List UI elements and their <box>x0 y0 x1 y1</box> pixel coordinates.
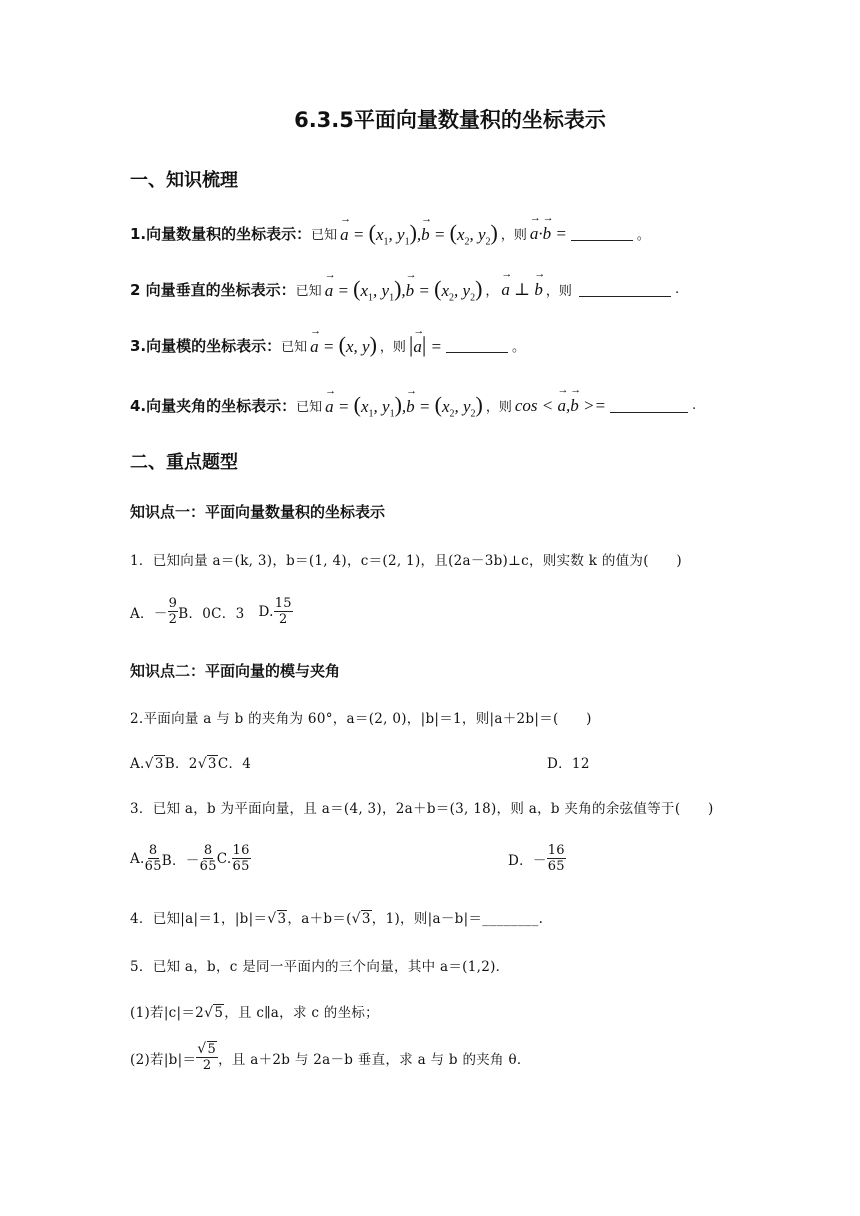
radicand: 3 <box>361 911 371 927</box>
denominator: 2 <box>279 612 288 627</box>
numerator: 16 <box>232 843 250 858</box>
question-2-options <box>130 752 590 772</box>
question-4 <box>130 907 543 927</box>
sqrt: √3 <box>267 911 287 927</box>
sqrt: √3 <box>144 756 164 772</box>
part-text: ，且 a＋2b 与 2a－b 垂直，求 a 与 b 的夹角 θ． <box>218 1051 531 1068</box>
formula: cos < → a,→ b >= <box>515 396 606 416</box>
separator-text: ， <box>485 284 499 300</box>
fraction <box>547 843 566 874</box>
question-5: 5．已知 a，b，c 是同一平面内的三个向量，其中 a＝(1,2)． <box>130 959 510 975</box>
question-text: ，1)，则|a－b|＝________. <box>371 911 544 927</box>
option-a-label: A．－ <box>130 605 168 622</box>
formula: → $a = (x_1$, $y_1),\to b = (x_2$, $y_2$) <box>340 220 498 247</box>
option-d-label: D．－ <box>508 852 547 869</box>
fraction <box>168 596 179 627</box>
option-a-label: A. <box>130 850 145 867</box>
denominator: 65 <box>144 859 162 874</box>
then-text: ，则 <box>500 228 527 244</box>
prefix-text: 已知 <box>295 284 322 300</box>
fraction <box>274 596 293 627</box>
option-c: C．3 <box>211 605 245 622</box>
question-1-options <box>130 596 293 627</box>
numerator: 9 <box>168 596 178 611</box>
formula: → $a = (x_1$, $y_1),\to b = (x_2$, $y_2$) <box>325 392 483 419</box>
option-d-label: D. <box>258 603 274 620</box>
fraction <box>145 843 162 874</box>
knowledge-item-4 <box>130 392 699 419</box>
formula: → a ⊥ → b <box>501 280 543 300</box>
fraction <box>196 1042 218 1073</box>
then-text: ，则 <box>485 400 512 416</box>
question-5-part-1 <box>130 1001 379 1021</box>
question-3-option-d <box>508 843 566 874</box>
formula: → a·→ b = <box>530 224 567 244</box>
radicand: 3 <box>154 756 164 772</box>
radicand: 3 <box>277 911 287 927</box>
sqrt: √3 <box>351 911 371 927</box>
part-text: (1)若|c|＝2 <box>130 1005 205 1021</box>
answer-blank <box>446 338 508 353</box>
option-b: B．0 <box>178 605 212 622</box>
end-text: . <box>691 398 697 414</box>
answer-blank <box>571 226 633 241</box>
end-text: . <box>674 282 680 298</box>
question-3: 3．已知 a，b 为平面向量，且 a＝(4, 3)，2a＋b＝(3, 18)，则 a，b 夹角的余弦值等于( ) <box>130 801 714 817</box>
knowledge-item-1 <box>130 220 653 247</box>
knowledge-label: 2 向量垂直的坐标表示： <box>130 281 296 300</box>
point-heading-1: 知识点一：平面向量数量积的坐标表示 <box>130 503 386 521</box>
knowledge-label: 3.向量模的坐标表示： <box>130 336 282 355</box>
fraction <box>232 843 251 874</box>
sqrt: √5 <box>204 1005 224 1021</box>
denominator: 65 <box>199 859 217 874</box>
knowledge-item-2 <box>130 276 682 303</box>
answer-blank <box>610 398 688 413</box>
denominator: 65 <box>232 859 250 874</box>
part-text: (2)若|b|＝ <box>130 1051 197 1068</box>
part-text: ，且 c∥a，求 c 的坐标； <box>224 1005 379 1021</box>
question-3-options <box>130 843 251 874</box>
knowledge-item-3 <box>130 332 528 358</box>
numerator: 15 <box>274 596 292 611</box>
sqrt: √3 <box>197 756 217 772</box>
formula: |→ a| = <box>409 332 442 358</box>
denominator: 65 <box>547 859 565 874</box>
option-a-label: A. <box>130 756 145 772</box>
end-text: 。 <box>511 339 525 355</box>
formula: → a = (x, y) <box>310 332 377 358</box>
radicand: 5 <box>214 1005 224 1021</box>
prefix-text: 已知 <box>311 228 338 244</box>
page-title: 6.3.5平面向量数量积的坐标表示 <box>294 108 606 132</box>
formula: → $a = (x_1$, $y_1),\to b = (x_2$, $y_2$) <box>325 276 483 303</box>
denominator: 2 <box>168 612 178 627</box>
answer-blank <box>579 282 671 297</box>
section-heading-2: 二、重点题型 <box>130 452 238 473</box>
knowledge-label: 1.向量数量积的坐标表示： <box>130 225 312 244</box>
option-c-label: C. <box>216 850 232 867</box>
question-2: 2.平面向量 a 与 b 的夹角为 60°，a＝(2, 0)，|b|＝1，则|a＋2b|＝( ) <box>130 711 592 727</box>
point-heading-2: 知识点二：平面向量的模与夹角 <box>130 662 341 680</box>
radicand: 3 <box>207 756 217 772</box>
option-c: C．4 <box>217 756 252 772</box>
option-d: D．12 <box>547 756 590 772</box>
question-1: 1．已知向量 a＝(k, 3)，b＝(1, 4)，c＝(2, 1)，且(2a－3b)⊥c，则实数 k 的值为( ) <box>130 553 682 569</box>
radicand: 5 <box>207 1042 217 1057</box>
option-b-label: B．2 <box>164 756 198 772</box>
numerator: 16 <box>547 843 565 858</box>
option-b-label: B．－ <box>161 852 200 869</box>
numerator: 8 <box>203 843 213 858</box>
prefix-text: 已知 <box>296 400 323 416</box>
then-text: ，则 <box>379 339 406 355</box>
sqrt: √5 <box>197 1041 217 1057</box>
question-text: ，a＋b＝( <box>287 911 352 927</box>
prefix-text: 已知 <box>281 339 308 355</box>
fraction <box>200 843 217 874</box>
numerator: 8 <box>148 843 158 858</box>
question-text: 4．已知|a|＝1，|b|＝ <box>130 911 268 927</box>
then-text: ，则 <box>545 284 572 300</box>
knowledge-label: 4.向量夹角的坐标表示： <box>130 397 297 416</box>
question-5-part-2 <box>130 1042 531 1073</box>
end-text: 。 <box>636 228 650 244</box>
denominator: 2 <box>202 1058 212 1073</box>
section-heading-1: 一、知识梳理 <box>130 170 238 191</box>
numerator <box>196 1042 218 1058</box>
